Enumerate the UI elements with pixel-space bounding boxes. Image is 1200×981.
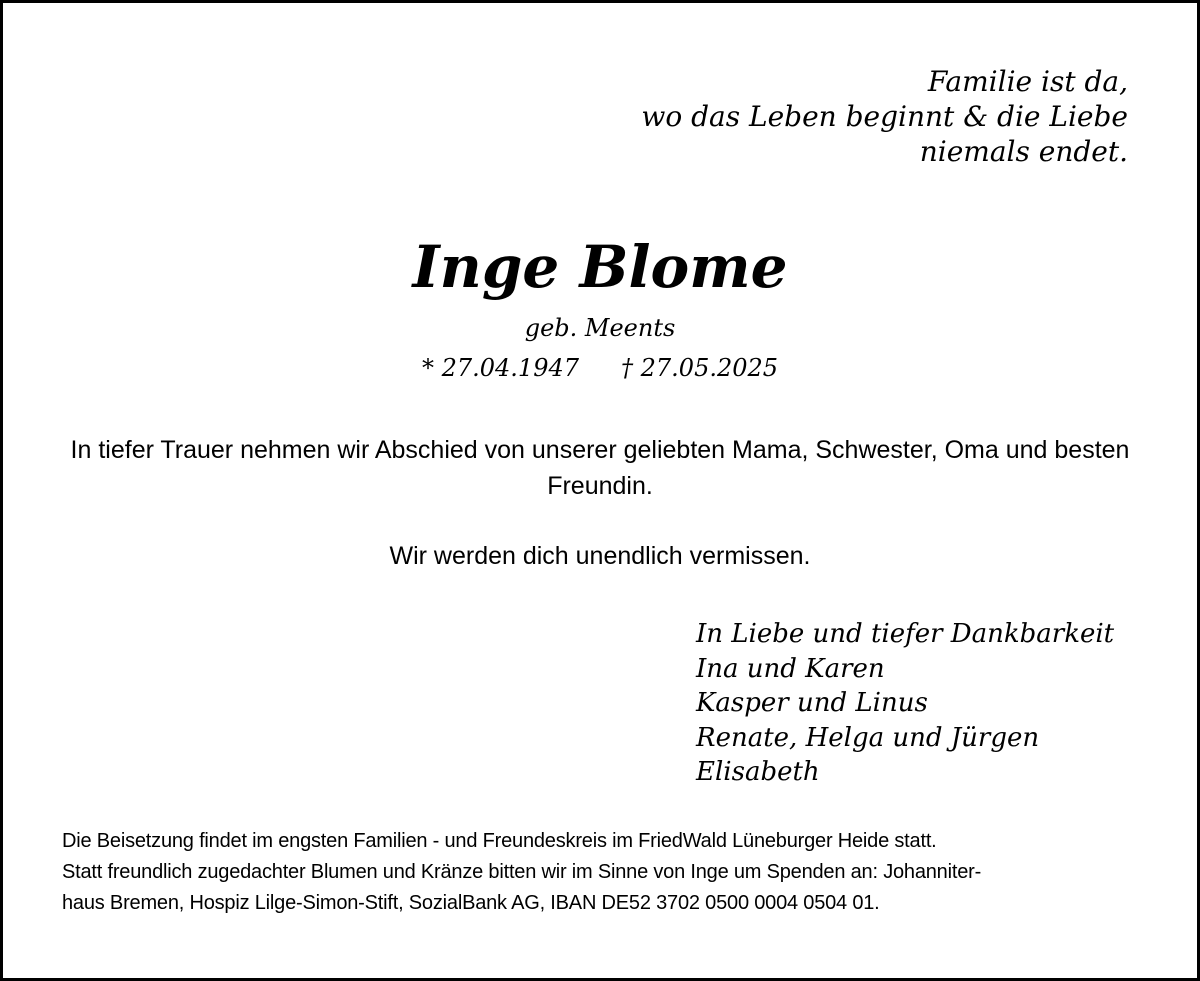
signature-block bbox=[696, 617, 1156, 790]
funeral-info bbox=[62, 826, 1152, 919]
life-dates bbox=[0, 352, 1200, 384]
motto-line: Familie ist da, bbox=[927, 65, 1128, 98]
birth-date: * 27.04.1947 bbox=[421, 354, 579, 382]
death-date: † 27.05.2025 bbox=[621, 354, 779, 382]
motto-line: niemals endet. bbox=[919, 135, 1128, 168]
signature-line: Renate, Helga und Jürgen bbox=[696, 722, 1040, 753]
signature-line: Elisabeth bbox=[696, 757, 820, 787]
signature-line: Kasper und Linus bbox=[696, 688, 928, 718]
signature-line: Ina und Karen bbox=[696, 653, 885, 684]
mourning-message: In tiefer Trauer nehmen wir Abschied von unserer geliebten Mama, Schwester, Oma und besten Freundin. bbox=[70, 436, 1130, 500]
funeral-info-line: haus Bremen, Hospiz Lilge-Simon-Stift, SozialBank AG, IBAN DE52 3702 0500 0004 0504 01. bbox=[62, 892, 880, 914]
motto-line: wo das Leben beginnt & die Liebe bbox=[641, 100, 1128, 133]
signature-line: In Liebe und tiefer Dankbarkeit bbox=[696, 619, 1115, 649]
motto-quote bbox=[568, 64, 1128, 169]
deceased-name: Inge Blome bbox=[412, 233, 788, 301]
funeral-info-line: Die Beisetzung findet im engsten Familien - und Freundeskreis im FriedWald Lüneburger Heide statt. bbox=[62, 830, 937, 852]
miss-you-line: Wir werden dich unendlich vermissen. bbox=[389, 542, 811, 570]
birth-name: geb. Meents bbox=[524, 314, 676, 342]
funeral-info-line: Statt freundlich zugedachter Blumen und Kränze bitten wir im Sinne von Inge um Spenden an: Johanniter- bbox=[62, 861, 982, 883]
